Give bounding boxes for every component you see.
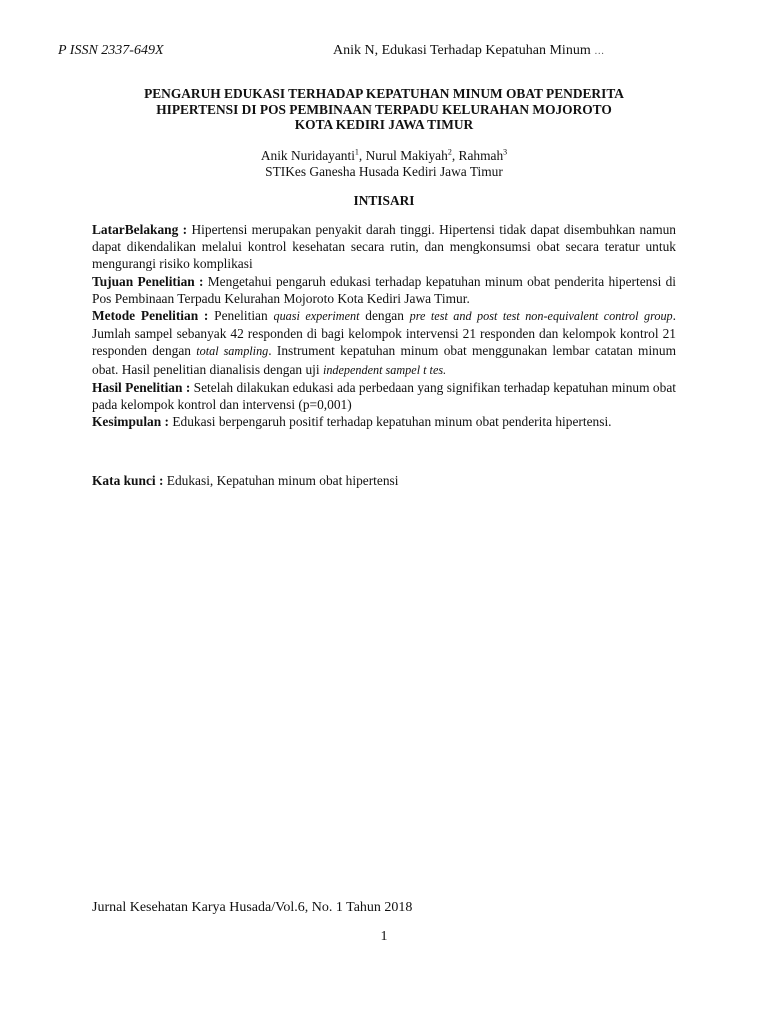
- keywords-label: Kata kunci :: [92, 473, 164, 488]
- method-text: . Jumlah sampel sebanyak 42 responden di bagi kelompok intervensi 21 responden dan kelompok kontrol 21 responden dengan: [92, 308, 676, 359]
- conclusion-label: Kesimpulan :: [92, 414, 170, 430]
- author-separator: ,: [358, 148, 366, 163]
- conclusion-text: Edukasi berpengaruh positif terhadap kepatuhan minum obat penderita hipertensi.: [169, 414, 612, 430]
- keywords-text: Edukasi, Kepatuhan minum obat hipertensi: [163, 473, 399, 488]
- header-issn: P ISSN 2337-649X: [58, 43, 164, 58]
- article-title: [92, 86, 676, 133]
- abstract-heading: INTISARI: [353, 193, 415, 208]
- abstract-background: [92, 221, 676, 273]
- author-name: Rahmah: [458, 148, 504, 163]
- background-text: Hipertensi merupakan penyakit darah tinggi. Hipertensi tidak dapat disembuhkan namun dapat dikendalikan melalui kontrol kesehatan secara rutin, dan mengkonsumsi obat secara teratur untuk mengurangi risiko komplikasi: [92, 222, 676, 272]
- title-line-1: PENGARUH EDUKASI TERHADAP KEPATUHAN MINUM OBAT PENDERITA: [144, 86, 624, 101]
- background-label: LatarBelakang :: [92, 222, 188, 237]
- author-affiliation-mark: 3: [503, 147, 508, 157]
- abstract-conclusion: [92, 413, 676, 430]
- method-analysis-test: independent sampel t tes.: [322, 362, 447, 377]
- keywords: [92, 472, 676, 489]
- results-label: Hasil Penelitian :: [92, 379, 191, 395]
- author-list: [92, 148, 676, 164]
- method-design: quasi experiment: [273, 309, 360, 324]
- abstract-results: [92, 379, 676, 413]
- author-affiliation: STIKes Ganesha Husada Kediri Jawa Timur: [265, 164, 503, 179]
- objective-text: Mengetahui pengaruh edukasi terhadap kepatuhan minum obat penderita hipertensi di Pos Pembinaan Terpadu Kelurahan Mojoroto Kota Kediri Jawa Timur.: [92, 273, 676, 306]
- method-text: Penelitian: [208, 308, 274, 324]
- page-number: 1: [380, 929, 388, 944]
- title-line-2: HIPERTENSI DI POS PEMBINAAN TERPADU KELURAHAN MOJOROTO: [156, 101, 612, 117]
- abstract-objective: [92, 273, 676, 307]
- author-name: Nurul Makiyah: [365, 148, 448, 163]
- author-block: [92, 148, 676, 180]
- method-sampling: total sampling: [196, 344, 269, 359]
- title-line-3: KOTA KEDIRI JAWA TIMUR: [294, 117, 474, 132]
- author-affiliation-mark: 2: [447, 147, 452, 157]
- method-label: Metode Penelitian :: [92, 308, 209, 324]
- method-group-design: pre test and post test non-equivalent control group: [409, 309, 673, 324]
- abstract-method: [92, 307, 676, 379]
- author-affiliation-mark: 1: [354, 147, 359, 157]
- footer-journal-citation: Jurnal Kesehatan Karya Husada/Vol.6, No. 1 Tahun 2018: [92, 900, 413, 915]
- running-title-text: Anik N, Edukasi Terhadap Kepatuhan Minum: [333, 43, 591, 58]
- objective-label: Tujuan Penelitian :: [92, 273, 204, 289]
- header-running-title: [333, 43, 604, 59]
- author-separator: ,: [451, 148, 459, 163]
- method-text: dengan: [359, 308, 410, 324]
- results-text: Setelah dilakukan edukasi ada perbedaan yang signifikan terhadap kepatuhan minum obat pada kelompok kontrol dan intervensi (p=0,001): [92, 379, 676, 413]
- method-text: . Instrument kepatuhan minum obat menggunakan lembar catatan minum obat. Hasil penelitian dianalisis dengan uji: [92, 343, 676, 377]
- running-title-ellipsis: …: [594, 46, 605, 57]
- abstract-body: [92, 221, 676, 430]
- author-name: Anik Nuridayanti: [260, 148, 355, 163]
